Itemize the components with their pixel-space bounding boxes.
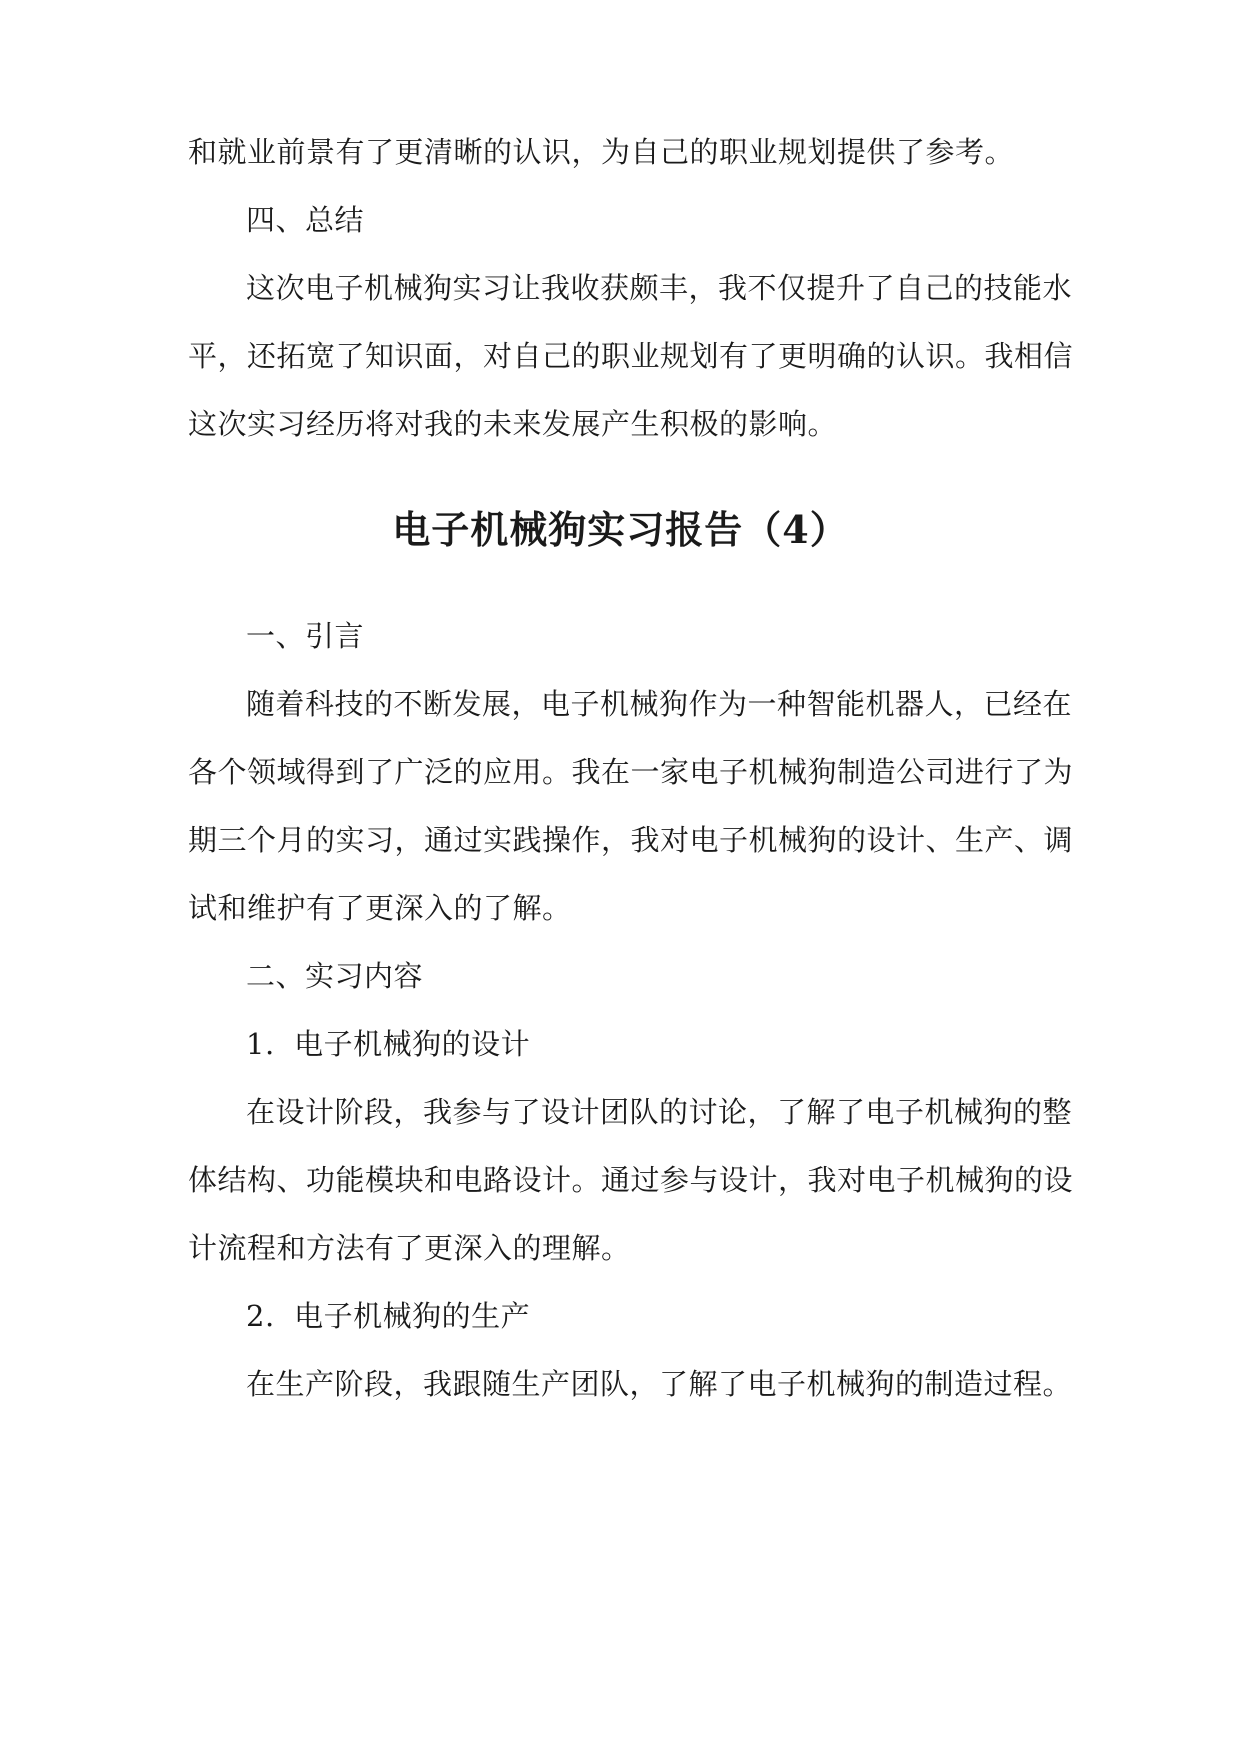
design-line-2: 体结构、功能模块和电路设计。通过参与设计，我对电子机械狗的设 [188,1163,1074,1197]
continuation-line: 和就业前景有了更清晰的认识，为自己的职业规划提供了参考。 [188,135,1015,169]
production-heading: 2. 电子机械狗的生产 [246,1299,531,1333]
content-heading: 二、实习内容 [246,959,424,993]
report-title: 电子机械狗实习报告（4） [392,507,849,552]
summary-heading: 四、总结 [246,203,365,237]
intro-line-1: 随着科技的不断发展，电子机械狗作为一种智能机器人，已经在 [246,687,1073,721]
summary-line-3: 这次实习经历将对我的未来发展产生积极的影响。 [188,407,838,441]
intro-line-2: 各个领域得到了广泛的应用。我在一家电子机械狗制造公司进行了为 [188,755,1074,789]
summary-line-1: 这次电子机械狗实习让我收获颇丰，我不仅提升了自己的技能水 [246,271,1073,305]
design-heading: 1. 电子机械狗的设计 [246,1027,531,1061]
intro-line-4: 试和维护有了更深入的了解。 [188,891,572,925]
intro-heading: 一、引言 [246,619,365,653]
design-line-1: 在设计阶段，我参与了设计团队的讨论，了解了电子机械狗的整 [246,1095,1073,1129]
production-line-1: 在生产阶段，我跟随生产团队，了解了电子机械狗的制造过程。 [246,1367,1073,1401]
design-line-3: 计流程和方法有了更深入的理解。 [188,1231,631,1265]
intro-line-3: 期三个月的实习，通过实践操作，我对电子机械狗的设计、生产、调 [188,823,1074,857]
summary-line-2: 平，还拓宽了知识面，对自己的职业规划有了更明确的认识。我相信 [188,339,1074,373]
